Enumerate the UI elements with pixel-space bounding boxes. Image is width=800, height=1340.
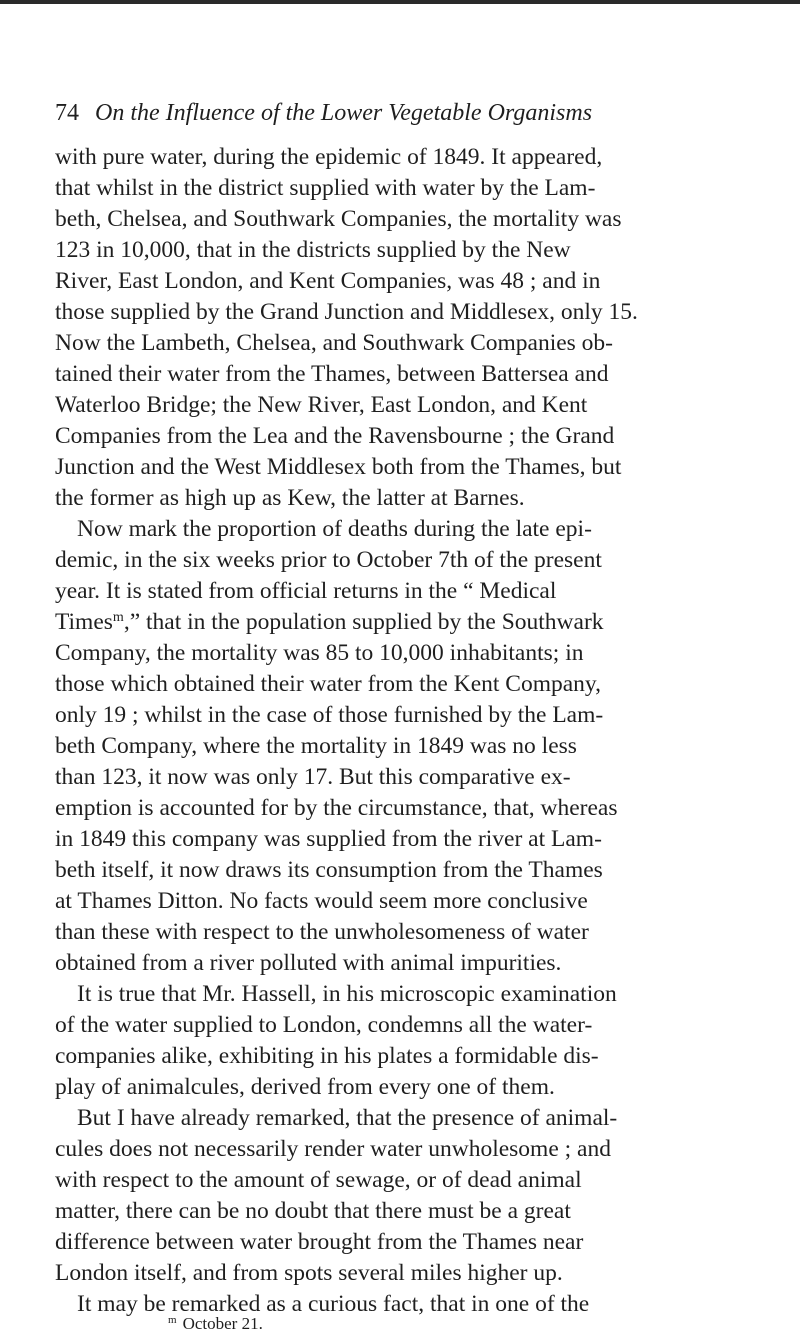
text-line: beth Company, where the mortality in 1849 was no less xyxy=(55,733,577,759)
text-line: beth itself, it now draws its consumption from the Thames xyxy=(55,857,603,883)
text-line: in 1849 this company was supplied from the river at Lam- xyxy=(55,826,602,852)
text-line: matter, there can be no doubt that there must be a great xyxy=(55,1198,571,1224)
text-line: obtained from a river polluted with animal impurities. xyxy=(55,950,562,976)
text-line: of the water supplied to London, condemns all the water- xyxy=(55,1012,593,1038)
footnote-text: October 21. xyxy=(182,1314,263,1333)
text-line: than 123, it now was only 17. But this comparative ex- xyxy=(55,764,571,790)
text-line: year. It is stated from official returns in the “ Medical xyxy=(55,578,557,604)
text-line-with-footnote-ref xyxy=(55,607,765,638)
text-line: that whilst in the district supplied with water by the Lam- xyxy=(55,175,596,201)
text-line: Junction and the West Middlesex both from the Thames, but xyxy=(55,454,622,480)
text-line: those supplied by the Grand Junction and Middlesex, only 15. xyxy=(55,299,638,325)
text-line: Waterloo Bridge; the New River, East London, and Kent xyxy=(55,392,588,418)
text-line: Company, the mortality was 85 to 10,000 inhabitants; in xyxy=(55,640,584,666)
text-line: those which obtained their water from the Kent Company, xyxy=(55,671,602,697)
text-line: at Thames Ditton. No facts would seem more conclusive xyxy=(55,888,588,914)
text-line: Now the Lambeth, Chelsea, and Southwark Companies ob- xyxy=(55,330,614,356)
text-line: tained their water from the Thames, between Battersea and xyxy=(55,361,609,387)
text-line: companies alike, exhibiting in his plates a formidable dis- xyxy=(55,1043,599,1069)
text-line: difference between water brought from the Thames near xyxy=(55,1229,584,1255)
text-fragment: ,” that in the population supplied by the Southwark xyxy=(123,609,604,635)
footnote xyxy=(168,1309,263,1335)
text-line: than these with respect to the unwholesomeness of water xyxy=(55,919,589,945)
text-line: Companies from the Lea and the Ravensbourne ; the Grand xyxy=(55,423,615,449)
paragraph-start-line: But I have already remarked, that the presence of animal- xyxy=(77,1105,618,1131)
text-line: emption is accounted for by the circumstance, that, whereas xyxy=(55,795,618,821)
paragraph-start-line: It is true that Mr. Hassell, in his microscopic examination xyxy=(77,981,617,1007)
text-line: 123 in 10,000, that in the districts supplied by the New xyxy=(55,237,571,263)
text-line: beth, Chelsea, and Southwark Companies, the mortality was xyxy=(55,206,622,232)
footnote-mark: m xyxy=(168,1314,177,1326)
running-head-title: On the Influence of the Lower Vegetable Organisms xyxy=(95,100,593,126)
text-line: the former as high up as Kew, the latter at Barnes. xyxy=(55,485,525,511)
text-line: with respect to the amount of sewage, or of dead animal xyxy=(55,1167,582,1193)
text-line: play of animalcules, derived from every one of them. xyxy=(55,1074,555,1100)
top-border-rule xyxy=(0,0,800,4)
footnote-reference: m xyxy=(112,610,124,625)
text-line: River, East London, and Kent Companies, was 48 ; and in xyxy=(55,268,601,294)
text-line: with pure water, during the epidemic of 1849. It appeared, xyxy=(55,144,603,170)
running-head xyxy=(55,98,755,128)
text-line: London itself, and from spots several miles higher up. xyxy=(55,1260,563,1286)
text-line: cules does not necessarily render water unwholesome ; and xyxy=(55,1136,611,1162)
page-number: 74 xyxy=(55,100,79,126)
paragraph-start-line: Now mark the proportion of deaths during the late epi- xyxy=(77,516,592,542)
text-line: only 19 ; whilst in the case of those furnished by the Lam- xyxy=(55,702,604,728)
body-text xyxy=(55,142,765,1320)
text-line: demic, in the six weeks prior to October 7th of the present xyxy=(55,547,602,573)
paragraph-start-line: It may be remarked as a curious fact, that in one of the xyxy=(77,1291,590,1317)
text-fragment: Times xyxy=(55,609,113,635)
